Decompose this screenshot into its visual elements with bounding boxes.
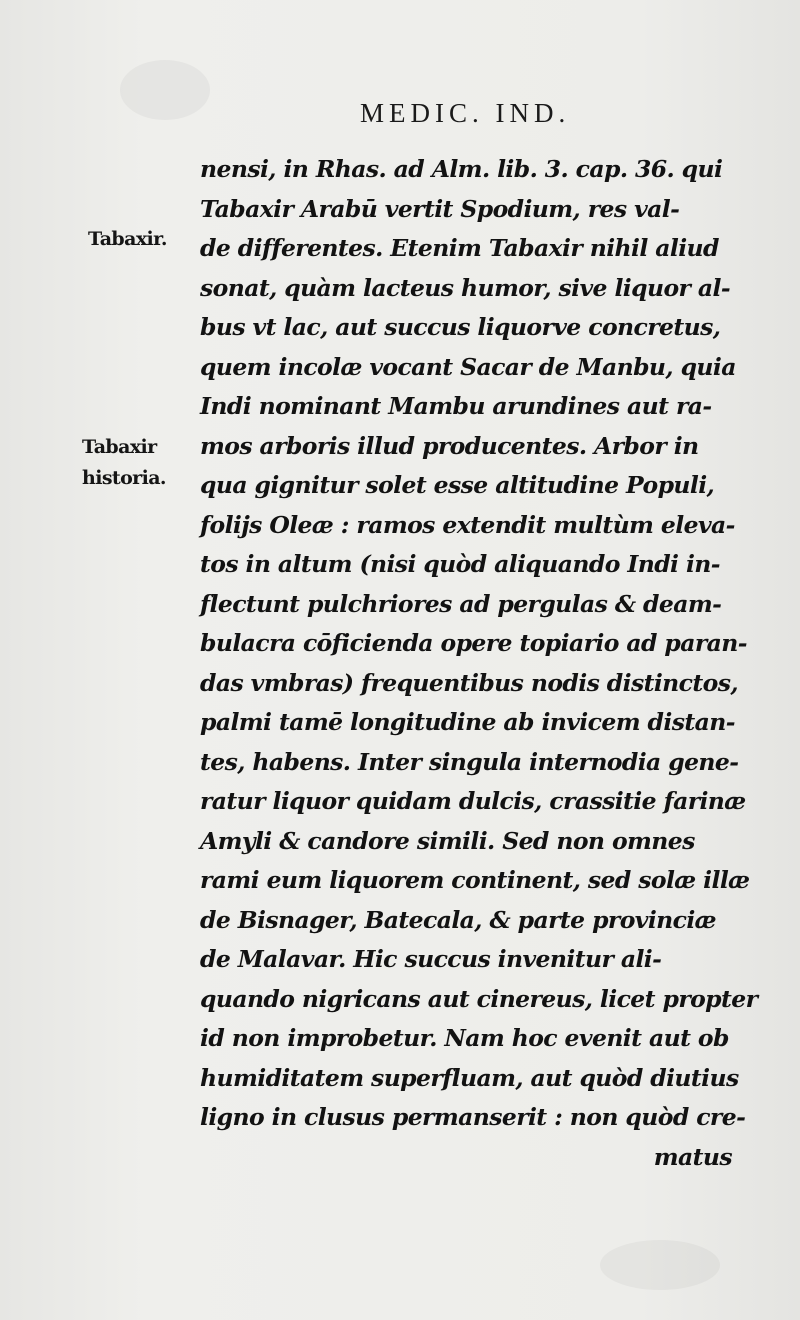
text-line: tes, habens. Inter singula internodia gene-: [200, 747, 739, 776]
text-line: humiditatem superfluam, aut quòd diutius: [200, 1063, 739, 1092]
marginal-note: [88, 224, 167, 255]
text-line: palmi tamē longitudine ab invicem distan-: [200, 708, 735, 736]
catchword: matus: [653, 1142, 732, 1171]
text-line: quando nigricans aut cinereus, licet propter: [200, 984, 758, 1013]
text-line: mos arboris illud producentes. Arbor in: [200, 431, 699, 460]
text-line: das vmbras) frequentibus nodis distinctos,: [200, 668, 738, 697]
text-line: Tabaxir Arabū vertit Spodium, res val-: [200, 194, 680, 223]
marginal-note-line: historia.: [82, 467, 166, 489]
text-line: bus vt lac, aut succus liquorve concretus,: [200, 313, 721, 341]
paper-stain: [120, 60, 210, 120]
text-line: folijs Oleæ : ramos extendit multùm eleva-: [200, 510, 735, 539]
text-line: de Malavar. Hic succus invenitur ali-: [200, 945, 662, 973]
marginal-note-line: Tabaxir: [82, 436, 157, 458]
marginal-note-line: Tabaxir.: [88, 228, 167, 250]
text-line: Amyli & candore simili. Sed non omnes: [200, 826, 695, 855]
text-line: id non improbetur. Nam hoc evenit aut ob: [200, 1024, 729, 1052]
text-line: rami eum liquorem continent, sed solæ illæ: [200, 866, 750, 894]
text-line: flectunt pulchriores ad pergulas & deam-: [200, 589, 722, 618]
marginal-note: [82, 432, 166, 494]
text-line: sonat, quàm lacteus humor, sive liquor al-: [200, 273, 730, 302]
paper-stain: [600, 1240, 720, 1290]
text-line: de differentes. Etenim Tabaxir nihil aliud: [200, 234, 719, 262]
text-line: quem incolæ vocant Sacar de Manbu, quia: [200, 352, 736, 381]
text-line: Indi nominant Mambu arundines aut ra-: [200, 392, 712, 420]
text-line: tos in altum (nisi quòd aliquando Indi in-: [200, 550, 720, 578]
text-line: nensi, in Rhas. ad Alm. lib. 3. cap. 36. qui: [200, 155, 723, 183]
text-line: ligno in clusus permanserit : non quòd cre-: [200, 1103, 746, 1131]
text-line: qua gignitur solet esse altitudine Populi,: [200, 471, 715, 499]
text-line: ratur liquor quidam dulcis, crassitie farinæ: [200, 787, 746, 815]
text-line: de Bisnager, Batecala, & parte provinciæ: [200, 905, 716, 934]
text-line: bulacra cōficienda opere topiario ad paran-: [200, 629, 747, 657]
running-head: MEDIC. IND.: [360, 98, 571, 128]
body-text: [200, 150, 758, 1177]
